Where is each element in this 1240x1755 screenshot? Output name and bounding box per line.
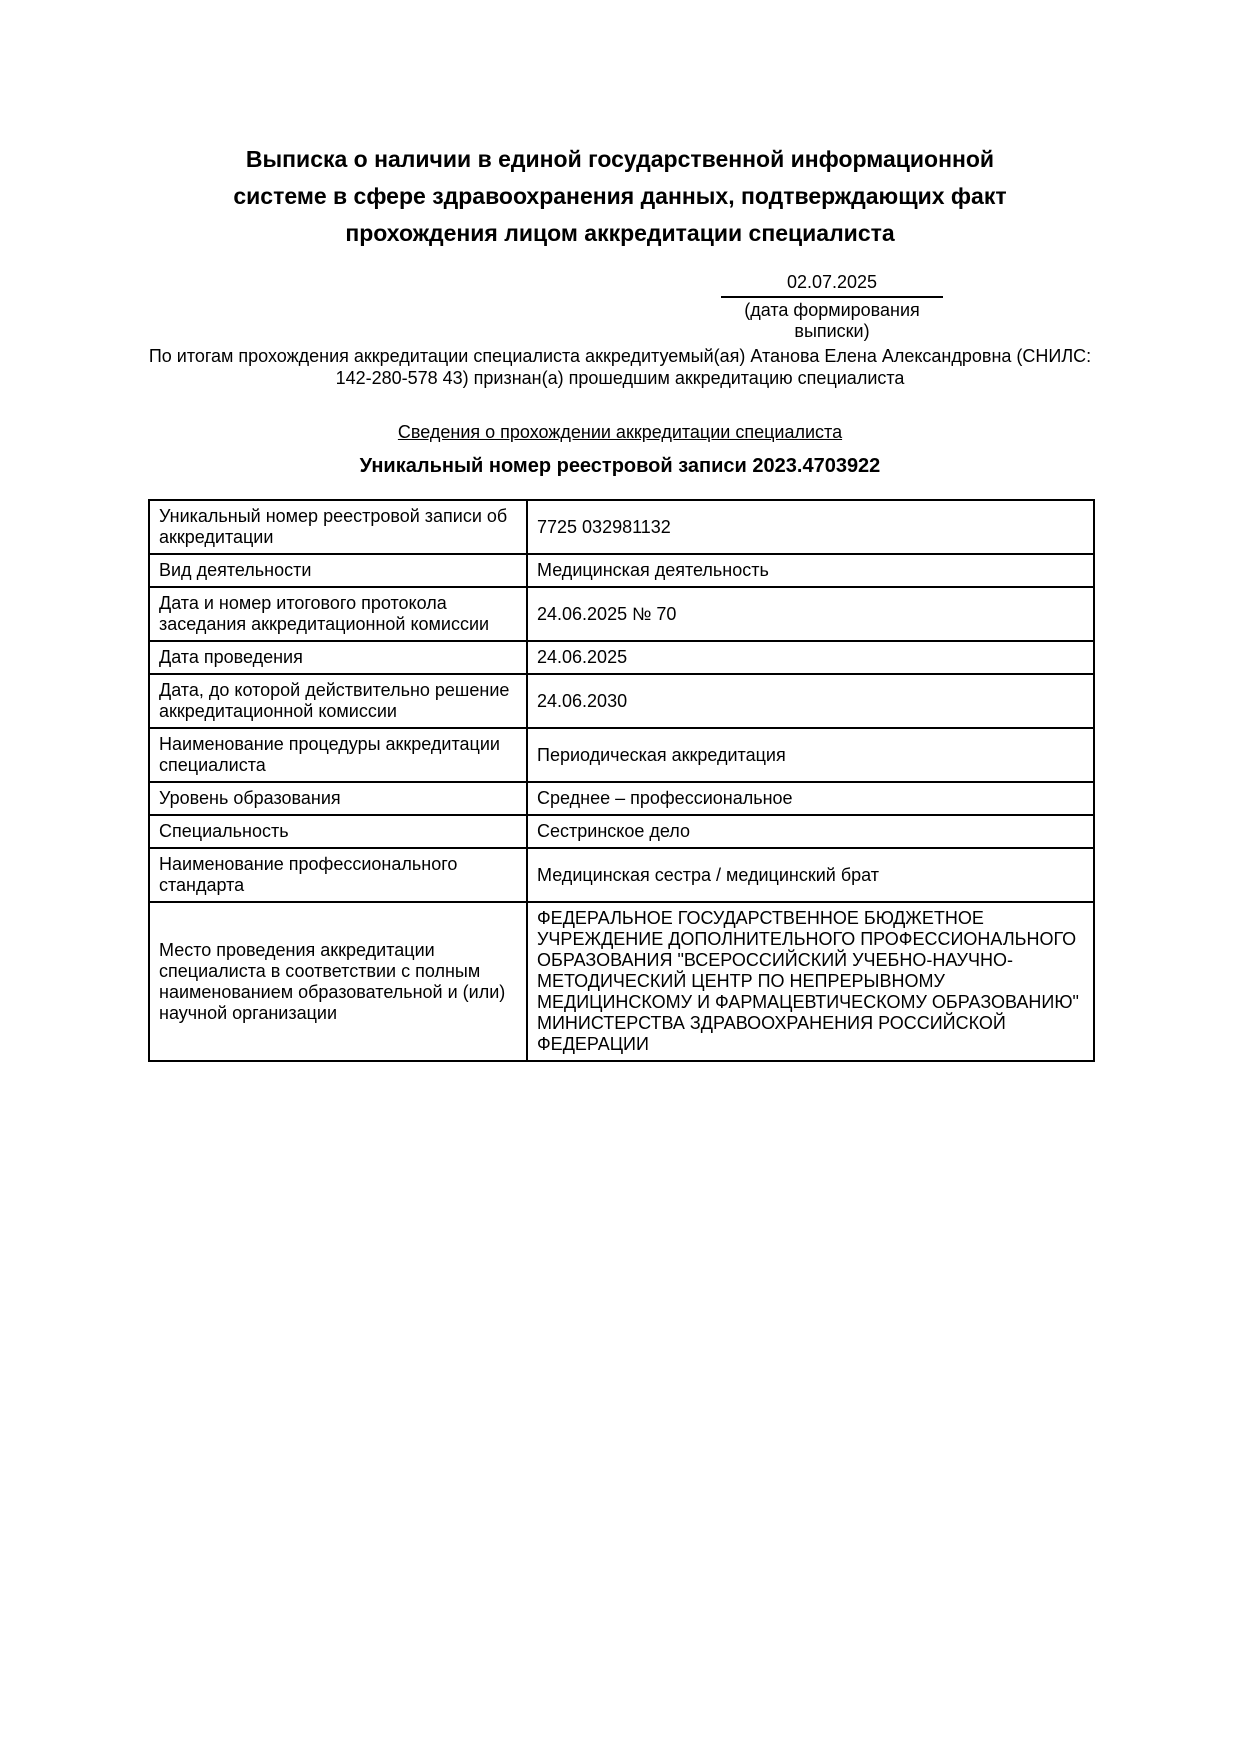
section-subtitle: Сведения о прохождении аккредитации специалиста: [397, 422, 843, 442]
table-row: [149, 587, 1094, 641]
table-row: [149, 500, 1094, 554]
field-value: Медицинская сестра / медицинский брат: [527, 848, 1094, 902]
document-title: [0, 141, 1240, 252]
document-title-line: прохождения лицом аккредитации специалиста: [345, 220, 895, 246]
table-row: [149, 641, 1094, 674]
field-value: Сестринское дело: [527, 815, 1094, 848]
table-row: [149, 815, 1094, 848]
field-label: Уникальный номер реестровой записи об аккредитации: [149, 500, 527, 554]
field-label: Дата и номер итогового протокола заседания аккредитационной комиссии: [149, 587, 527, 641]
field-label: Дата, до которой действительно решение аккредитационной комиссии: [149, 674, 527, 728]
field-value: Медицинская деятельность: [527, 554, 1094, 587]
intro-paragraph: По итогам прохождения аккредитации специалиста аккредитуемый(ая) Атанова Елена Александровна (СНИЛС: 142-280-578 43) признан(а) прошедшим аккредитацию специалиста: [148, 346, 1092, 388]
table-row: [149, 782, 1094, 815]
field-label: Уровень образования: [149, 782, 527, 815]
field-label: Наименование профессионального стандарта: [149, 848, 527, 902]
registry-number-heading: Уникальный номер реестровой записи 2023.4703922: [359, 455, 881, 477]
field-label: Дата проведения: [149, 641, 527, 674]
table-row: [149, 902, 1094, 1061]
formation-date: 02.07.2025: [721, 272, 943, 298]
table-row: [149, 674, 1094, 728]
field-label: Специальность: [149, 815, 527, 848]
field-value: ФЕДЕРАЛЬНОЕ ГОСУДАРСТВЕННОЕ БЮДЖЕТНОЕ УЧРЕЖДЕНИЕ ДОПОЛНИТЕЛЬНОГО ПРОФЕССИОНАЛЬНОГО ОБРАЗОВАНИЯ "ВСЕРОССИЙСКИЙ УЧЕБНО-НАУЧНО-МЕТОДИЧЕСКИЙ ЦЕНТР ПО НЕПРЕРЫВНОМУ МЕДИЦИНСКОМУ И ФАРМАЦЕВТИЧЕСКОМУ ОБРАЗОВАНИЮ" МИНИСТЕРСТВА ЗДРАВООХРАНЕНИЯ РОССИЙСКОЙ ФЕДЕРАЦИИ: [527, 902, 1094, 1061]
field-label: Вид деятельности: [149, 554, 527, 587]
field-value: 7725 032981132: [527, 500, 1094, 554]
table-row: [149, 554, 1094, 587]
field-value: Среднее – профессиональное: [527, 782, 1094, 815]
document-title-line: системе в сфере здравоохранения данных, подтверждающих факт: [233, 183, 1007, 209]
field-value: Периодическая аккредитация: [527, 728, 1094, 782]
document-title-line: Выписка о наличии в единой государственной информационной: [245, 146, 995, 172]
formation-date-caption: (дата формирования выписки): [744, 300, 920, 341]
field-value: 24.06.2030: [527, 674, 1094, 728]
field-label: Место проведения аккредитации специалиста в соответствии с полным наименованием образовательной и (или) научной организации: [149, 902, 527, 1061]
table-row: [149, 728, 1094, 782]
field-value: 24.06.2025: [527, 641, 1094, 674]
table-row: [149, 848, 1094, 902]
field-label: Наименование процедуры аккредитации специалиста: [149, 728, 527, 782]
formation-date-block: [714, 272, 950, 342]
field-value: 24.06.2025 № 70: [527, 587, 1094, 641]
accreditation-table: [148, 499, 1095, 1062]
